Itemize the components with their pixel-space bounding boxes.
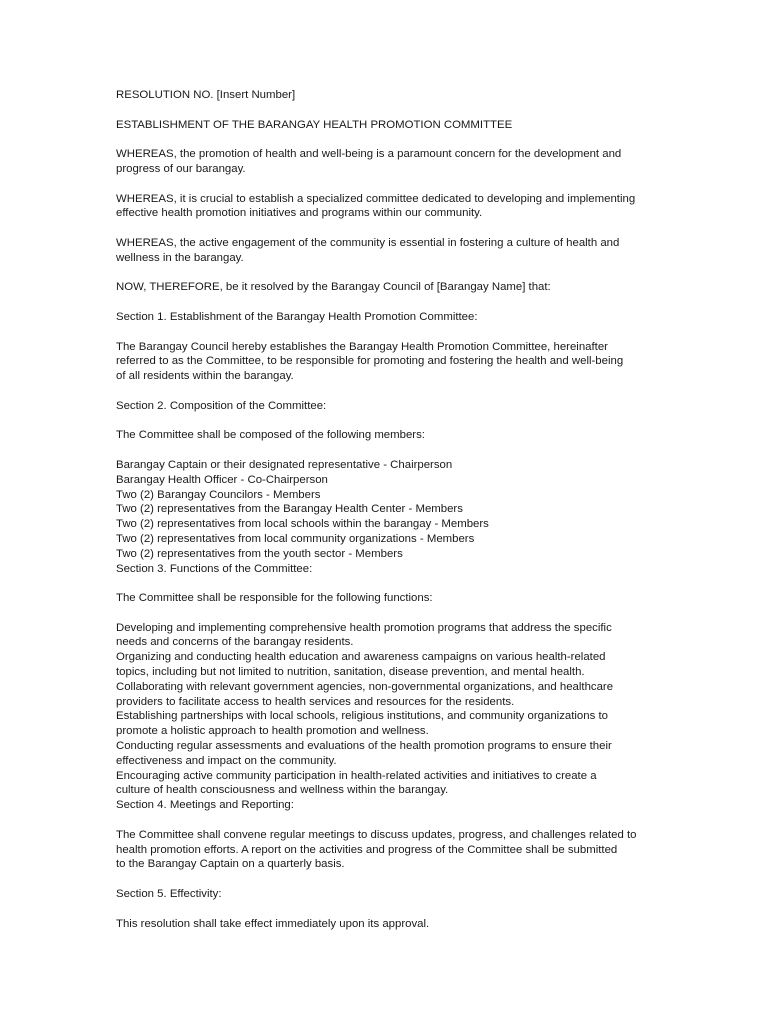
list-item: Organizing and conducting health education and awareness campaigns on various health-related	[116, 651, 606, 664]
list-item: topics, including but not limited to nutrition, sanitation, disease prevention, and mental health.	[116, 666, 585, 679]
text-line: referred to as the Committee, to be responsible for promoting and fostering the health and well-being	[116, 355, 624, 368]
text-line: WHEREAS, it is crucial to establish a specialized committee dedicated to developing and implementing	[116, 192, 636, 205]
section-5-body: This resolution shall take effect immediately upon its approval.	[116, 917, 430, 930]
text-line: progress of our barangay.	[116, 162, 246, 175]
text-line: health promotion efforts. A report on the activities and progress of the Committee shall be submitted	[116, 843, 618, 856]
list-item: Two (2) representatives from the Barangay Health Center - Members	[116, 503, 463, 516]
list-item: Conducting regular assessments and evaluations of the health promotion programs to ensure their	[116, 740, 612, 753]
function-list	[116, 621, 658, 799]
text-line: The Committee shall convene regular meetings to discuss updates, progress, and challenges related to	[116, 828, 637, 841]
section-4-heading: Section 4. Meetings and Reporting:	[116, 799, 294, 812]
section-2-intro: The Committee shall be composed of the following members:	[116, 429, 425, 442]
whereas-clause-1	[116, 147, 658, 177]
section-1-heading: Section 1. Establishment of the Barangay Health Promotion Committee:	[116, 310, 478, 323]
text-line: WHEREAS, the promotion of health and well-being is a paramount concern for the development and	[116, 148, 622, 161]
text-line: of all residents within the barangay.	[116, 370, 294, 383]
section-2-heading: Section 2. Composition of the Committee:	[116, 399, 327, 412]
section-3-heading: Section 3. Functions of the Committee:	[116, 562, 313, 575]
list-item: culture of health consciousness and wellness within the barangay.	[116, 784, 449, 797]
text-line: to the Barangay Captain on a quarterly basis.	[116, 858, 345, 871]
member-list	[116, 458, 658, 562]
text-line: wellness in the barangay.	[116, 251, 244, 264]
list-item: Two (2) Barangay Councilors - Members	[116, 488, 321, 501]
list-item: providers to facilitate access to health services and resources for the residents.	[116, 695, 515, 708]
list-item: Barangay Captain or their designated representative - Chairperson	[116, 458, 453, 471]
section-3-intro: The Committee shall be responsible for the following functions:	[116, 592, 433, 605]
list-item: Developing and implementing comprehensive health promotion programs that address the specific	[116, 621, 612, 634]
text-line: The Barangay Council hereby establishes the Barangay Health Promotion Committee, hereinafter	[116, 340, 608, 353]
list-item: promote a holistic approach to health promotion and wellness.	[116, 725, 429, 738]
resolving-clause: NOW, THEREFORE, be it resolved by the Barangay Council of [Barangay Name] that:	[116, 281, 551, 294]
section-4-body	[116, 828, 658, 872]
text-line: effective health promotion initiatives and programs within our community.	[116, 207, 483, 220]
list-item: Collaborating with relevant government agencies, non-governmental organizations, and healthcare	[116, 680, 614, 693]
whereas-clause-2	[116, 192, 658, 222]
list-item: Two (2) representatives from the youth sector - Members	[116, 547, 403, 560]
section-5-heading: Section 5. Effectivity:	[116, 888, 222, 901]
whereas-clause-3	[116, 236, 658, 266]
list-item: needs and concerns of the barangay residents.	[116, 636, 354, 649]
list-item: Two (2) representatives from local community organizations - Members	[116, 532, 475, 545]
text-line: WHEREAS, the active engagement of the community is essential in fostering a culture of health and	[116, 236, 620, 249]
list-item: effectiveness and impact on the community.	[116, 754, 337, 767]
list-item: Establishing partnerships with local schools, religious institutions, and community organizations to	[116, 710, 608, 723]
list-item: Two (2) representatives from local schools within the barangay - Members	[116, 518, 489, 531]
list-item: Barangay Health Officer - Co-Chairperson	[116, 473, 328, 486]
document-title: ESTABLISHMENT OF THE BARANGAY HEALTH PROMOTION COMMITTEE	[116, 118, 513, 131]
resolution-number: RESOLUTION NO. [Insert Number]	[116, 89, 296, 101]
list-item: Encouraging active community participation in health-related activities and initiatives to create a	[116, 769, 597, 782]
section-1-body	[116, 340, 658, 384]
